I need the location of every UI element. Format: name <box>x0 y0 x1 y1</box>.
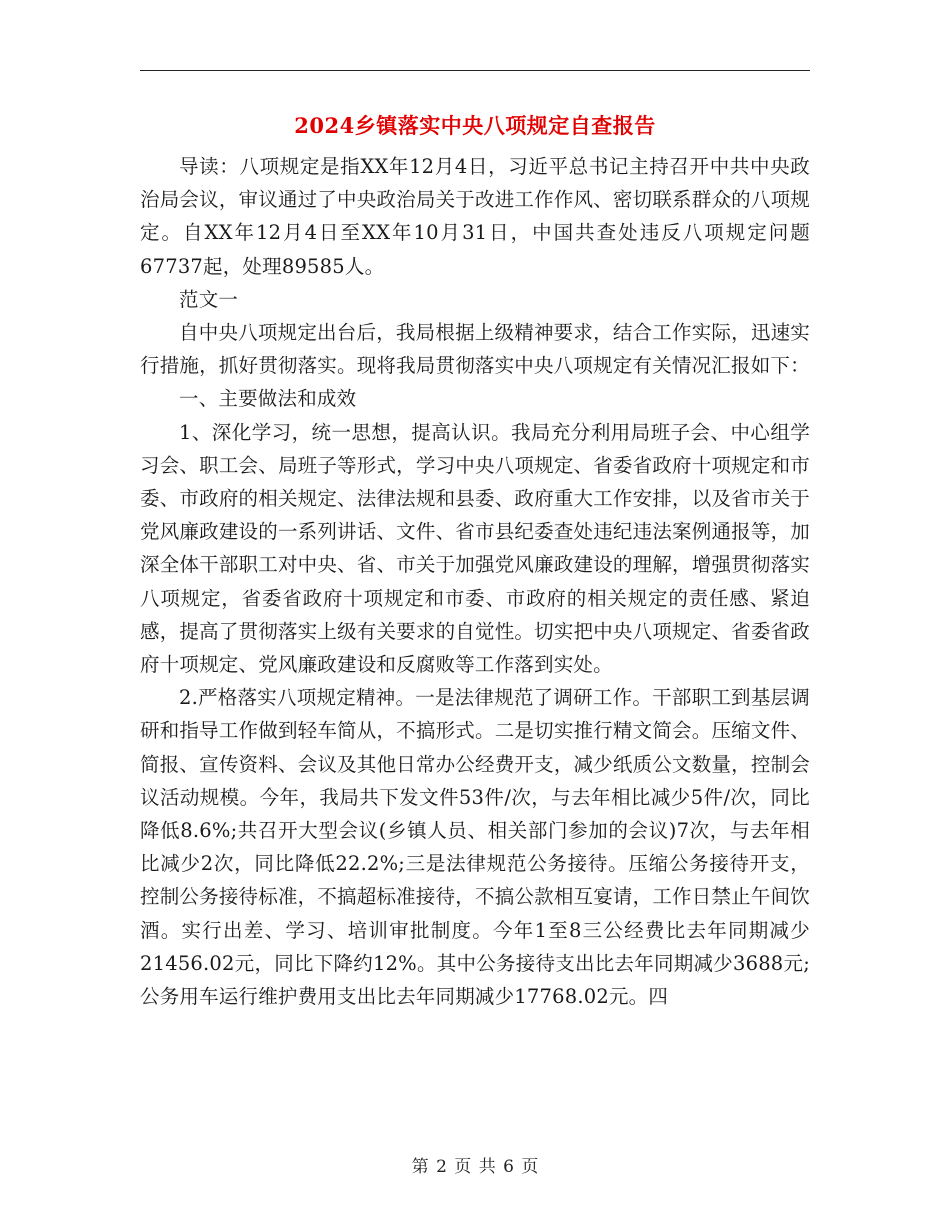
paragraph-implementation: 2.严格落实八项规定精神。一是法律规范了调研工作。干部职工到基层调研和指导工作做到轻车简从，不搞形式。二是切实推行精文简会。压缩文件、简报、宣传资料、会议及其他日常办公经费开支，减少纸质公文数量，控制会议活动规模。今年，我局共下发文件53件/次，与去年相比减少5件/次，同比降低8.6%;共召开大型会议(乡镇人员、相关部门参加的会议)7次，与去年相比减少2次，同比降低22.2%;三是法律规范公务接待。压缩公务接待开支，控制公务接待标准，不搞超标准接待，不搞公款相互宴请，工作日禁止午间饮酒。实行出差、学习、培训审批制度。今年1至8三公经费比去年同期减少21456.02元，同比下降约12%。其中公务接待支出比去年同期减少3688元;公务用车运行维护费用支出比去年同期减少17768.02元。四 <box>140 686 810 1009</box>
document-body <box>140 150 810 1013</box>
paragraph-overview: 自中央八项规定出台后，我局根据上级精神要求，结合工作实际，迅速实行措施，抓好贯彻落实。现将我局贯彻落实中央八项规定有关情况汇报如下： <box>140 321 810 378</box>
page-number: 第 2 页 共 6 页 <box>411 1157 539 1177</box>
paragraph-study: 1、深化学习，统一思想，提高认识。我局充分利用局班子会、中心组学习会、职工会、局班子等形式，学习中央八项规定、省委省政府十项规定和市委、市政府的相关规定、法律法规和县委、政府重大工作安排，以及省市关于党风廉政建设的一系列讲话、文件、省市县纪委查处违纪违法案例通报等，加深全体干部职工对中央、省、市关于加强党风廉政建设的理解，增强贯彻落实八项规定，省委省政府十项规定和市委、市政府的相关规定的责任感、紧迫感，提高了贯彻落实上级有关要求的自觉性。切实把中央八项规定、省委省政府十项规定、党风廉政建设和反腐败等工作落到实处。 <box>140 420 810 677</box>
paragraph-sample-heading: 范文一 <box>179 287 239 311</box>
section-heading-practices: 一、主要做法和成效 <box>179 387 357 411</box>
paragraph-intro: 导读：八项规定是指XX年12月4日，习近平总书记主持召开中共中央政治局会议，审议通过了中央政治局关于改进工作作风、密切联系群众的八项规定。自XX年12月4日至XX年10月31日，中国共查处违反八项规定问题67737起，处理89585人。 <box>140 155 810 278</box>
header-rule <box>140 70 810 71</box>
document-title: 2024乡镇落实中央八项规定自查报告 <box>294 113 656 138</box>
